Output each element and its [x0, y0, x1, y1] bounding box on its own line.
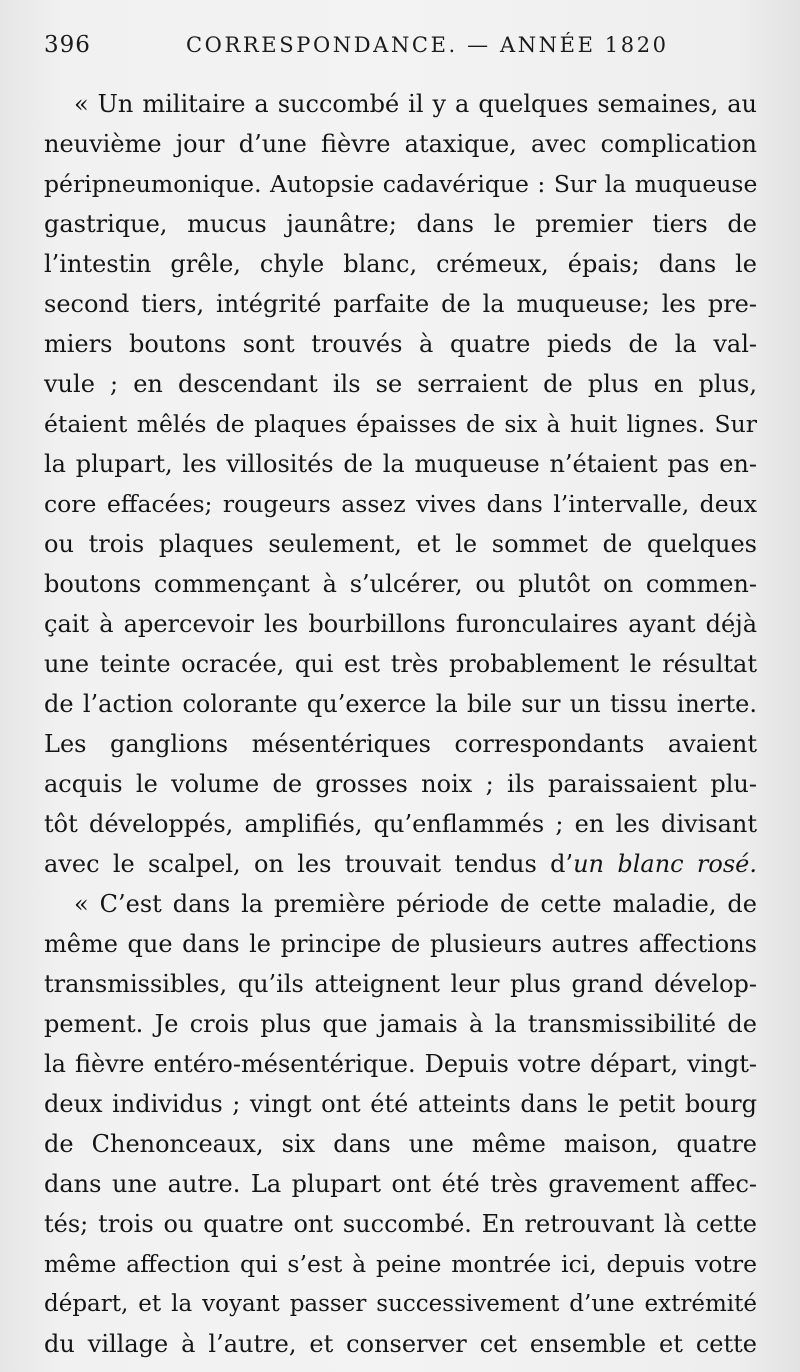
text-line: de Chenonceaux, six dans une même maison, quatre [44, 1130, 757, 1158]
text-line: « C’est dans la première période de cette maladie, de [74, 890, 757, 918]
text-line-final [44, 844, 757, 884]
text-line: même affection qui s’est à peine montrée ici, depuis votre [44, 1250, 757, 1278]
text-line: l’intestin grêle, chyle blanc, crémeux, épais; dans le [44, 250, 757, 278]
text-line: la plupart, les villosités de la muqueuse n’étaient pas en- [44, 450, 757, 478]
text-line: une teinte ocracée, qui est très probablement le résultat [44, 650, 757, 678]
text-line: même que dans le principe de plusieurs autres affections [44, 930, 757, 958]
page-header [44, 32, 756, 64]
paragraph-autopsy [44, 84, 757, 884]
text-line: Les ganglions mésentériques correspondants avaient [44, 730, 757, 758]
text-line: second tiers, intégrité parfaite de la muqueuse; les pre- [44, 290, 757, 318]
text-line: ou trois plaques seulement, et le sommet de quelques [44, 530, 757, 558]
text-line: acquis le volume de grosses noix ; ils paraissaient plu- [44, 770, 757, 798]
text-line: de l’action colorante qu’exerce la bile sur un tissu inerte. [44, 690, 757, 718]
text-line: tés; trois ou quatre ont succombé. En retrouvant là cette [44, 1210, 757, 1238]
page-number: 396 [44, 32, 91, 58]
text-line: çait à apercevoir les bourbillons furonculaires ayant déjà [44, 610, 757, 638]
text-fragment: avec le scalpel, on les trouvait tendus d’ [44, 850, 574, 878]
text-line: « Un militaire a succombé il y a quelques semaines, au [74, 90, 757, 118]
text-line: vule ; en descendant ils se serraient de plus en plus, [44, 370, 757, 398]
paragraph-transmissibility [44, 884, 757, 1364]
text-line: dans une autre. La plupart ont été très gravement affec- [44, 1170, 757, 1198]
text-line: pement. Je crois plus que jamais à la transmissibilité de [44, 1010, 757, 1038]
text-line: core effacées; rougeurs assez vives dans l’intervalle, deux [44, 490, 757, 518]
text-line: la fièvre entéro-mésentérique. Depuis votre départ, vingt- [44, 1050, 757, 1078]
text-line: transmissibles, qu’ils atteignent leur plus grand dévelop- [44, 970, 757, 998]
text-line: tôt développés, amplifiés, qu’enflammés ; en les divisant [44, 810, 757, 838]
text-line: neuvième jour d’une fièvre ataxique, avec complication [44, 130, 757, 158]
text-line: du village à l’autre, et conserver cet ensemble et cette [44, 1330, 757, 1358]
text-line: miers boutons sont trouvés à quatre pieds de la val- [44, 330, 757, 358]
italic-phrase: un blanc rosé. [573, 850, 757, 878]
page-body [44, 84, 757, 1364]
text-line: péripneumonique. Autopsie cadavérique : Sur la muqueuse [44, 170, 758, 198]
text-line: boutons commençant à s’ulcérer, ou plutôt on commen- [44, 570, 757, 598]
text-line: deux individus ; vingt ont été atteints dans le petit bourg [44, 1090, 757, 1118]
text-line: étaient mêlés de plaques épaisses de six à huit lignes. Sur [44, 410, 757, 438]
text-line: gastrique, mucus jaunâtre; dans le premier tiers de [44, 210, 757, 238]
running-title: CORRESPONDANCE. — ANNÉE 1820 [186, 33, 669, 57]
text-line: départ, et la voyant passer successivement d’une extrémité [44, 1291, 757, 1317]
